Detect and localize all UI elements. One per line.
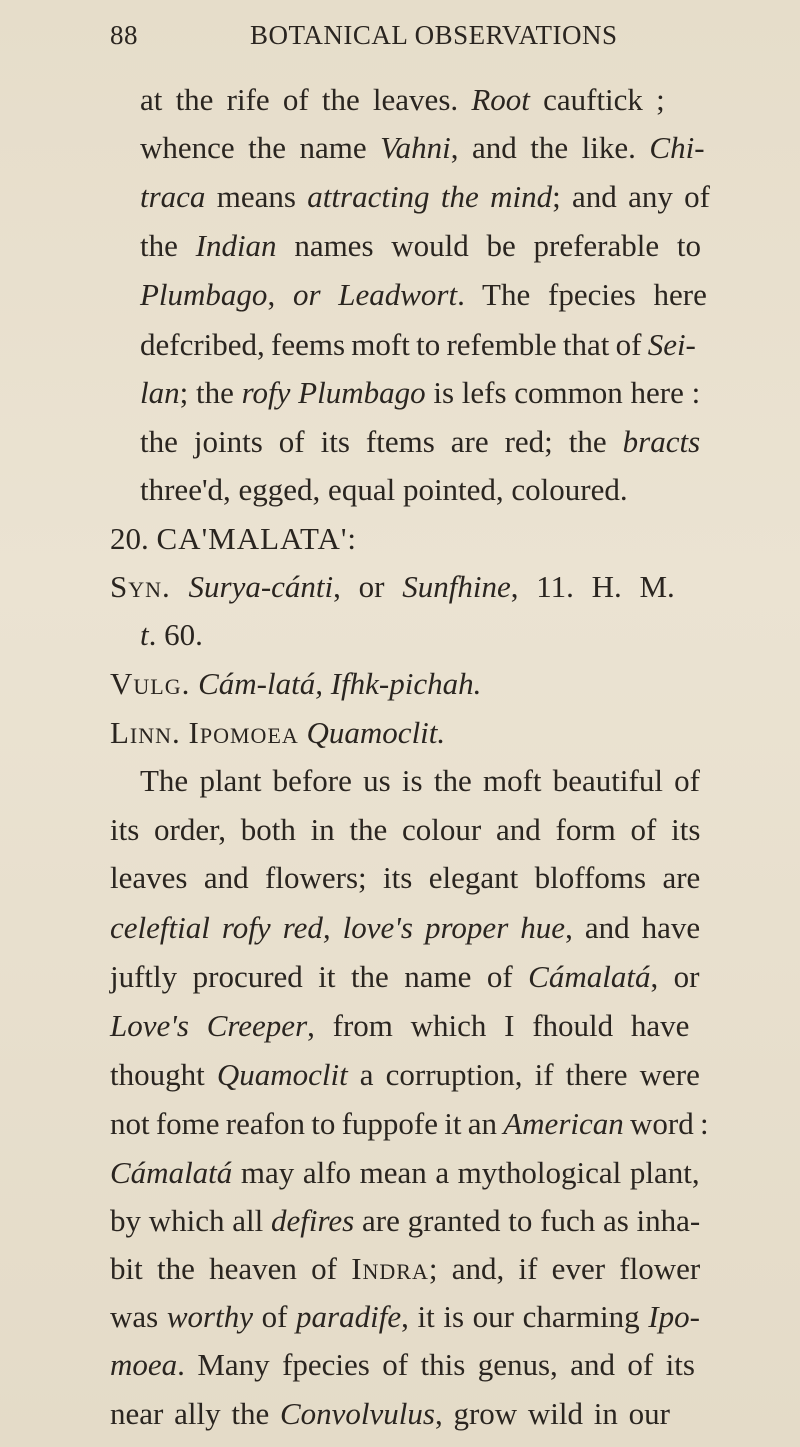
text-line [110,1345,695,1385]
text-line [140,422,700,462]
italic-run: paradife [296,1299,402,1334]
italic-run: defires [271,1203,355,1238]
italic-run: Ipo- [648,1299,700,1334]
text-run: by which all [110,1203,271,1238]
italic-run: worthy [166,1299,253,1334]
text-run: thought [110,1057,217,1092]
text-run: cauftick ; [529,82,665,117]
text-line [110,1297,700,1337]
italic-run: or Leadwort [292,277,458,312]
text-line [110,1055,700,1095]
text-line [110,1153,700,1193]
italic-run: attracting the mind [307,179,553,214]
text-line [110,1201,700,1241]
text-run: , 11. H. M. [510,569,675,604]
text-line [110,957,700,997]
small-caps-run: Linn. [110,715,181,750]
text-line [140,177,710,217]
italic-run: Quamoclit. [306,715,446,750]
italic-run: Cámalatá [110,1155,233,1190]
page-header [110,14,730,58]
text-line [140,275,707,315]
text-line [110,1249,700,1289]
italic-run: Sunfhine [402,569,511,604]
text-run: the [140,228,196,263]
text-run [190,666,198,701]
text-line [110,1104,709,1144]
text-run: whence the name [140,130,381,165]
text-run: . Many fpecies of this genus, and of its [177,1347,695,1382]
text-run: , and have [565,910,701,945]
text-line [140,80,665,120]
text-run: ; the [179,375,242,410]
text-run: leaves and flowers; its elegant bloffoms are [110,860,701,895]
small-caps-run: Syn. [110,569,171,604]
italic-run: Plumbago [140,277,268,312]
text-run: defcribed, feems moft to refemble that of [140,327,648,362]
text-run: near ally the [110,1396,280,1431]
text-run: not fome reafon to fuppofe it an [110,1106,504,1141]
italic-run: traca [140,179,206,214]
text-line [140,226,701,266]
text-line [110,713,445,753]
text-line [110,519,356,559]
italic-run: Vahni [380,130,451,165]
italic-run: moea [110,1347,178,1382]
text-run: The plant before us is the moft beautiful of [140,763,701,798]
text-run: its order, both in the colour and form of its [110,812,701,847]
text-run: are granted to fuch as inha- [354,1203,701,1238]
text-run: a corruption, if there were [347,1057,700,1092]
text-run: 20. [110,521,157,556]
text-run: , or [333,569,403,604]
text-run: , grow wild in our [434,1396,670,1431]
text-line [140,470,628,510]
text-line [140,373,700,413]
text-run: . The fpecies here [457,277,707,312]
text-line [110,858,700,898]
text-run: of [252,1299,297,1334]
italic-run: Cám-latá, Ifhk-pichah. [198,666,482,701]
small-caps-run: CA'MALATA' [156,521,348,556]
text-run: , or [650,959,700,994]
italic-run: Indian [195,228,277,263]
italic-run: lan [140,375,180,410]
page-number: 88 [110,20,138,50]
italic-run: Sei- [647,327,696,362]
text-line [140,128,705,168]
text-run: three'd, egged, equal pointed, coloured. [140,472,628,507]
italic-run: Love's Creeper [110,1008,308,1043]
italic-run: t [140,617,149,652]
text-line [110,664,481,704]
italic-run: American [503,1106,624,1141]
text-run: ; and any of [552,179,710,214]
italic-run: Convolvulus [279,1396,435,1431]
text-line [110,810,700,850]
text-run: , it is our charming [401,1299,649,1334]
small-caps-run: Indra [351,1251,429,1286]
text-run: , [267,277,293,312]
text-run: may alfo mean a mythological plant, [232,1155,700,1190]
small-caps-run: Vulg. [110,666,191,701]
running-title: BOTANICAL OBSERVATIONS [250,20,618,50]
italic-run: Root [471,82,530,117]
italic-run: Quamoclit [216,1057,348,1092]
text-run: bit the heaven of [110,1251,352,1286]
text-run: : [347,521,357,556]
italic-run: celeftial rofy red, love's proper hue [110,910,566,945]
italic-run: bracts [622,424,701,459]
text-run [299,715,307,750]
text-line [110,1394,670,1434]
italic-run: Cámalatá [528,959,651,994]
text-line [140,761,700,801]
italic-run: Chi- [649,130,705,165]
text-line [140,615,203,655]
text-run [171,569,189,604]
text-line [110,567,675,607]
italic-run: Surya-cánti [188,569,334,604]
text-run: was [110,1299,167,1334]
text-run: juftly procured it the name of [110,959,529,994]
small-caps-run: Ipomoea [188,715,299,750]
text-line [110,908,700,948]
text-run: , from which I fhould have [307,1008,690,1043]
text-run: the joints of its ftems are red; the [140,424,623,459]
text-run: ; and, if ever flower [428,1251,701,1286]
text-line [140,325,696,365]
italic-run: rofy Plumbago [241,375,426,410]
text-line [110,1006,689,1046]
text-run: at the rife of the leaves. [140,82,472,117]
text-run: , and the like. [450,130,650,165]
text-run [181,715,189,750]
text-run: word : [623,1106,709,1141]
text-run: . 60. [148,617,203,652]
text-run: is lefs common here : [425,375,701,410]
text-run: means [205,179,308,214]
text-run: names would be preferable to [276,228,701,263]
